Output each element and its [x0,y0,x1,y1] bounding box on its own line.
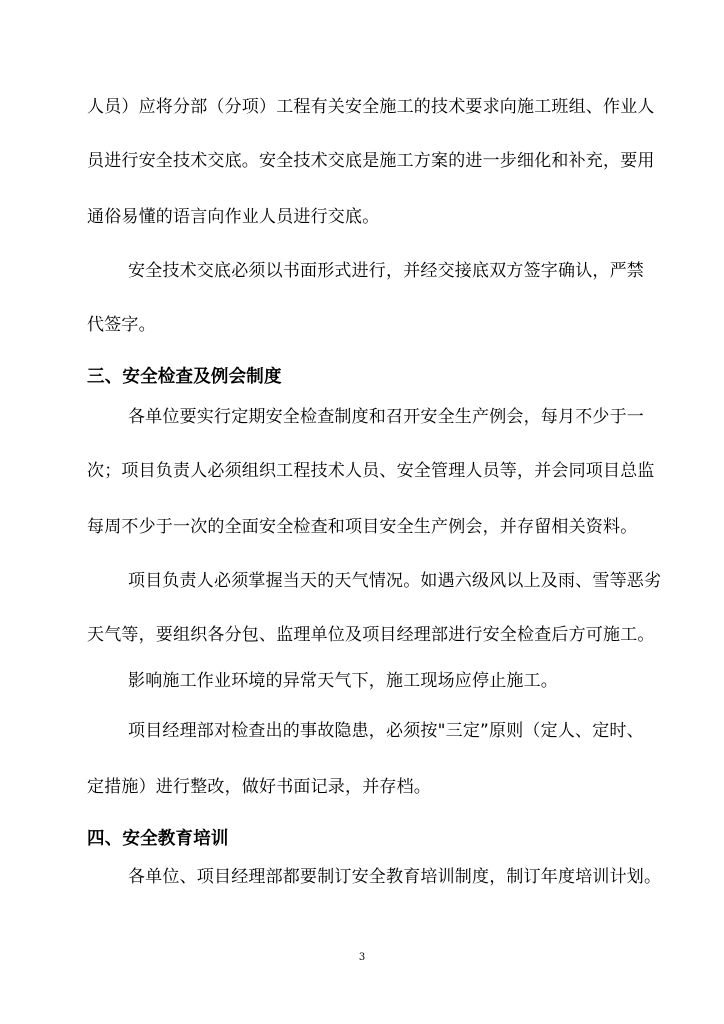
paragraph-line: 项目经理部对检查出的事故隐患，必须按"三定”原则（定人、定时、 [128,721,644,741]
paragraph-line: 次；项目负责人必须组织工程技术人员、安全管理人员等，并会同项目总监 [87,461,655,481]
paragraph-line: 各单位要实行定期安全检查制度和召开安全生产例会，每月不少于一 [128,407,644,427]
paragraph-line: 员进行安全技术交底。安全技术交底是施工方案的进一步细化和补充，要用 [87,151,655,171]
paragraph-line: 项目负责人必须掌握当天的天气情况。如遇六级风以上及雨、雪等恶劣 [128,571,662,591]
paragraph-line: 天气等，要组织各分包、监理单位及项目经理部进行安全检查后方可施工。 [87,625,655,645]
paragraph-line: 每周不少于一次的全面安全检查和项目安全生产例会，并存留相关资料。 [87,517,638,537]
paragraph-line: 人员）应将分部（分项）工程有关安全施工的技术要求向施工班组、作业人 [87,97,655,117]
paragraph-line: 定措施）进行整改，做好书面记录，并存档。 [87,777,431,797]
paragraph-line: 安全技术交底必须以书面形式进行，并经交接底双方签字确认，严禁 [128,261,644,281]
paragraph-line: 通俗易懂的语言向作业人员进行交底。 [87,207,380,227]
paragraph-line: 代签字。 [87,315,156,335]
paragraph-line: 各单位、项目经理部都要制订安全教育培训制度，制订年度培训计划。 [128,867,662,887]
section-heading-safety-inspection: 三、安全检查及例会制度 [87,367,282,387]
section-heading-safety-training: 四、安全教育培训 [87,829,229,849]
page-number: 3 [358,952,366,963]
paragraph-line: 影响施工作业环境的异常天气下，施工现场应停止施工。 [128,671,558,691]
